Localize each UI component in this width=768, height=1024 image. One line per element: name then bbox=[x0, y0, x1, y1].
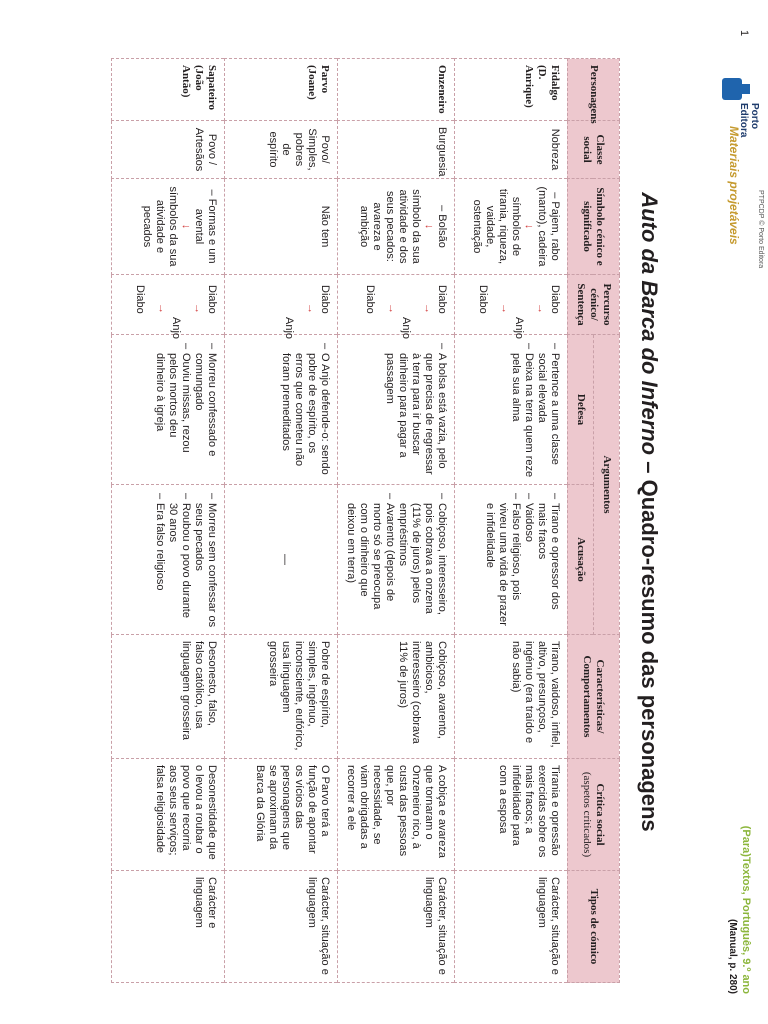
social-criticism: Tirania e opressão exercidas sobre os mais fracos; a infidelidade para com a esposa bbox=[455, 759, 568, 871]
header-percurso: Percurso cénico/ Sentença bbox=[568, 275, 620, 335]
header-simbolo: Símbolo cénico e significado bbox=[568, 179, 620, 275]
defense bbox=[112, 335, 225, 485]
social-class: Povo / Artesãos bbox=[112, 121, 225, 179]
characteristics: Desonesto, falso, falso católico, usa linguagem grosseira bbox=[112, 635, 225, 759]
course-step: Diabo bbox=[134, 285, 146, 314]
course-diagram bbox=[118, 281, 218, 340]
argument-item: – Morreu confessado e comungado bbox=[192, 353, 218, 478]
manual-reference: (Manual, p. 280) bbox=[727, 918, 738, 994]
accusation: — bbox=[225, 485, 338, 635]
materials-tagline: Materiais projetáveis bbox=[727, 126, 741, 245]
arrow-icon: → bbox=[422, 303, 434, 314]
table-row bbox=[112, 59, 225, 983]
course-step: Diabo bbox=[436, 285, 448, 314]
social-class: Burguesia bbox=[338, 121, 455, 179]
argument-item: – Avarento (depois de morto só se preocupa com o dinheiro que deixou em terra) bbox=[344, 503, 396, 628]
arrow-down-icon: ↓ bbox=[523, 223, 535, 230]
scenic-symbol: – Bolsão ↓ símbolo da sua atividade e dos seus pecados: avareza e ambição bbox=[338, 179, 455, 275]
argument-item: – Vaidoso bbox=[522, 503, 535, 628]
arrow-down-icon: ↓ bbox=[180, 223, 192, 230]
table-row bbox=[338, 59, 455, 983]
course-step: Anjo bbox=[170, 317, 182, 340]
social-class: Povo/ Simples, pobres de espírito bbox=[225, 121, 338, 179]
course-step: Diabo bbox=[364, 285, 376, 314]
header-acusacao: Acusação bbox=[568, 485, 594, 635]
course-step: Diabo bbox=[319, 285, 331, 314]
argument-item: – Pertence a uma classe social elevada bbox=[535, 353, 561, 478]
accusation bbox=[112, 485, 225, 635]
page-title: Auto da Barca do Inferno – Quadro-resumo das personagens bbox=[637, 192, 662, 832]
course-diagram bbox=[231, 281, 331, 340]
course-step: Anjo bbox=[400, 317, 412, 340]
arrow-icon: → bbox=[192, 303, 204, 314]
arrow-icon: → bbox=[535, 303, 547, 314]
defense bbox=[455, 335, 568, 485]
comic-types: Carácter, situação e linguagem bbox=[455, 871, 568, 983]
table-row bbox=[225, 59, 338, 983]
header-defesa: Defesa bbox=[568, 335, 594, 485]
course-sentence bbox=[225, 275, 338, 340]
arrow-icon: → bbox=[386, 303, 398, 314]
copyright: PTPCDP © Porto Editora bbox=[757, 190, 764, 269]
course-step: Diabo bbox=[206, 285, 218, 314]
comic-types: Carácter, situação e linguagem bbox=[225, 871, 338, 983]
argument-item: – Deixa na terra quem reze pela sua alma bbox=[509, 353, 535, 478]
header-argumentos: Argumentos bbox=[594, 335, 620, 635]
header-critica: Crítica social (aspetos criticados) bbox=[568, 759, 620, 871]
argument-item: – Era falso religioso bbox=[153, 503, 166, 628]
character-name: Fidalgo (D. Anrique) bbox=[455, 59, 568, 121]
header-personagens: Personagens bbox=[568, 59, 620, 121]
argument-item: – Roubou o povo durante 30 anos bbox=[166, 503, 192, 628]
course-sentence bbox=[338, 275, 455, 340]
characteristics: Pobre de espírito, simples, ingénuo, inconsciente, eufórico, usa linguagem grosseira bbox=[225, 635, 338, 759]
comic-types: Carácter e linguagem bbox=[112, 871, 225, 983]
page-number: 1 bbox=[738, 30, 750, 37]
header-caracteristicas: Características/ Comportamentos bbox=[568, 635, 620, 759]
course-sentence bbox=[455, 275, 568, 340]
characteristics: Cobiçoso, avarento, ambicioso, interesseiro (cobrava 11% de juros) bbox=[338, 635, 455, 759]
porto-editora-logo: Porto Editora bbox=[716, 78, 760, 118]
characteristics: Tirano, vaidoso, infiel, altivo, presunçoso, ingénuo (era traído e não sabia) bbox=[455, 635, 568, 759]
argument-item: – O Anjo defende-o: sendo pobre de espírito, os erros que cometeu não foram premeditados bbox=[279, 353, 331, 478]
argument-item: – Cobiçoso, interesseiro, pois cobrava a onzena (11% de juros) pelos empréstimos bbox=[396, 503, 448, 628]
scenic-symbol: – Pajem, rabo (manto), cadeira ↓ símbolos de tirania, riqueza, vaidade, ostentação bbox=[455, 179, 568, 275]
accusation bbox=[338, 485, 455, 635]
logo-icon bbox=[722, 78, 742, 100]
character-name: Onzeneiro bbox=[338, 59, 455, 121]
social-criticism: A cobiça e avareza que tornaram o Onzeneiro rico, à custa das pessoas que, por necessidade, se viam obrigadas a recorrer a ele bbox=[338, 759, 455, 871]
publisher-brand bbox=[698, 70, 768, 330]
scenic-symbol: Não tem bbox=[225, 179, 338, 275]
series-title: (Para)Textos, Português, 9.º ano bbox=[740, 825, 752, 994]
table-row bbox=[455, 59, 568, 983]
course-step: Anjo bbox=[513, 317, 525, 340]
argument-item: – Ouviu missas, rezou pelos mortos deu dinheiro à igreja bbox=[153, 353, 192, 478]
social-criticism: Desonestidade que o levou a roubar o povo que recorria aos seus serviços; falsa religiosidade bbox=[112, 759, 225, 871]
arrow-icon: → bbox=[305, 303, 317, 314]
defense bbox=[225, 335, 338, 485]
comic-types: Carácter, situação e linguagem bbox=[338, 871, 455, 983]
course-step: Diabo bbox=[549, 285, 561, 314]
course-step: Anjo bbox=[283, 317, 295, 340]
accusation bbox=[455, 485, 568, 635]
argument-item: – A bolsa está vazia, pelo que precisa de regressar à terra para ir buscar dinheiro para pagar a passagem bbox=[383, 353, 448, 478]
social-class: Nobreza bbox=[455, 121, 568, 179]
course-diagram bbox=[461, 281, 561, 340]
character-name: Parvo (Joane) bbox=[225, 59, 338, 121]
arrow-icon: → bbox=[156, 303, 168, 314]
scenic-symbol: – Formas e um avental ↓ símbolos da sua atividade e pecados bbox=[112, 179, 225, 275]
header-classe: Classe social bbox=[568, 121, 620, 179]
argument-item: – Morreu sem confessar os seus pecados bbox=[192, 503, 218, 628]
argument-item: – Falso religioso, pois viveu uma vida de prazer e infidelidade bbox=[483, 503, 522, 628]
arrow-icon: → bbox=[499, 303, 511, 314]
defense bbox=[338, 335, 455, 485]
summary-table bbox=[111, 58, 620, 983]
arrow-down-icon: ↓ bbox=[423, 223, 435, 230]
argument-item: – Tirano e opressor dos mais fracos bbox=[535, 503, 561, 628]
course-step: Diabo bbox=[477, 285, 489, 314]
header-comico: Tipos de cómico bbox=[568, 871, 620, 983]
social-criticism: O Parvo terá a função de apontar os vícios das personagens que se aproximam da Barca da Glória bbox=[225, 759, 338, 871]
character-name: Sapateiro (João Antão) bbox=[112, 59, 225, 121]
course-sentence bbox=[112, 275, 225, 340]
course-diagram bbox=[348, 281, 448, 340]
